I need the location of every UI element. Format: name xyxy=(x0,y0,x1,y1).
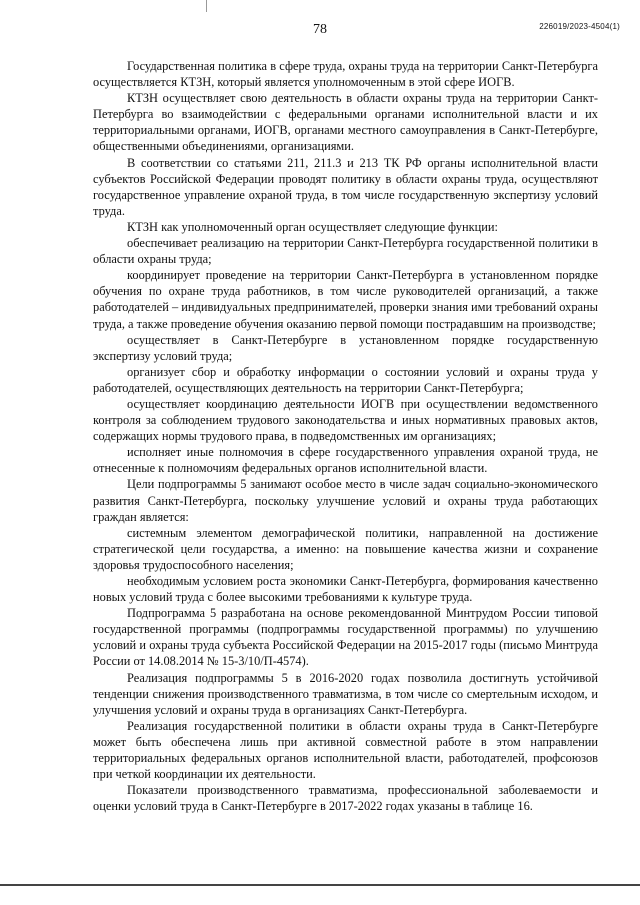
page-number: 78 xyxy=(313,22,327,37)
document-id: 226019/2023-4504(1) xyxy=(539,22,620,31)
paragraph: Подпрограмма 5 разработана на основе рекомендованной Минтрудом России типовой государственной программы (подпрограммы государственной программы) по улучшению условий и охраны труда субъекта Российской Федерации на 2015-2017 годы (письмо Минтруда России от 14.08.2014 № 15-3/10/П-4574). xyxy=(93,606,598,669)
scan-bottom-edge xyxy=(0,884,640,886)
paragraph: координирует проведение на территории Санкт-Петербурга в установленном порядке обучения по охране труда работников, в том числе руководителей организаций, а также работодателей – индивидуальных предпринимателей, проверки знания ими требований охраны труда, а также проведение обучения оказанию первой помощи пострадавшим на производстве; xyxy=(93,268,598,331)
paragraph: обеспечивает реализацию на территории Санкт-Петербурга государственной политики в области охраны труда; xyxy=(93,236,598,267)
paragraph: организует сбор и обработку информации о состоянии условий и охраны труда у работодателей, осуществляющих деятельность на территории Санкт-Петербурга; xyxy=(93,364,598,395)
scan-artifact-line xyxy=(206,0,207,12)
document-body xyxy=(93,58,598,814)
paragraph: Реализация подпрограммы 5 в 2016-2020 годах позволила достигнуть устойчивой тенденции снижения производственного травматизма, в том числе со смертельным исходом, и улучшения условий и охраны труда в организациях Санкт-Петербурга. xyxy=(93,670,598,717)
paragraph: Государственная политика в сфере труда, охраны труда на территории Санкт-Петербурга осуществляется КТЗН, который является уполномоченным в этой сфере ИОГВ. xyxy=(93,59,598,90)
paragraph: В соответствии со статьями 211, 211.3 и 213 ТК РФ органы исполнительной власти субъектов Российской Федерации проводят политику в области охраны труда, осуществляют государственное управление охраной труда, в том числе государственную экспертизу условий труда. xyxy=(93,155,598,218)
paragraph: осуществляет координацию деятельности ИОГВ при осуществлении ведомственного контроля за соблюдением трудового законодательства и иных нормативных правовых актов, содержащих нормы трудового права, в подведомственных им организациях; xyxy=(93,396,598,444)
paragraph: Показатели производственного травматизма, профессиональной заболеваемости и оценки условий труда в Санкт-Петербурге в 2017-2022 годах указаны в таблице 16. xyxy=(93,783,598,814)
paragraph: Цели подпрограммы 5 занимают особое место в числе задач социально-экономического развития Санкт-Петербурга, поскольку улучшение условий и охраны труда работающих граждан является: xyxy=(93,477,598,524)
paragraph: системным элементом демографической политики, направленной на достижение стратегической цели государства, а именно: на повышение качества жизни и сохранение здоровья трудоспособного населения; xyxy=(93,525,598,572)
paragraph: исполняет иные полномочия в сфере государственного управления охраной труда, не отнесенные к полномочиям федеральных органов исполнительной власти. xyxy=(93,445,598,476)
paragraph: КТЗН осуществляет свою деятельность в области охраны труда на территории Санкт-Петербурга во взаимодействии с федеральными органами исполнительной власти и их территориальными органами, ИОГВ, органами местного самоуправления в Санкт-Петербурге, общественными объединениями, организациями. xyxy=(93,91,598,154)
paragraph: КТЗН как уполномоченный орган осуществляет следующие функции: xyxy=(127,219,498,234)
paragraph: необходимым условием роста экономики Санкт-Петербурга, формирования качественно новых условий труда с более высокими требованиями к культуре труда. xyxy=(93,574,598,605)
paragraph: осуществляет в Санкт-Петербурге в установленном порядке государственную экспертизу условий труда; xyxy=(93,332,598,363)
paragraph: Реализация государственной политики в области охраны труда в Санкт-Петербурге может быть обеспечена лишь при активной совместной работе в этом направлении территориальных федеральных органов исполнительной власти, работодателей, профсоюзов при четкой координации их деятельности. xyxy=(93,718,598,782)
